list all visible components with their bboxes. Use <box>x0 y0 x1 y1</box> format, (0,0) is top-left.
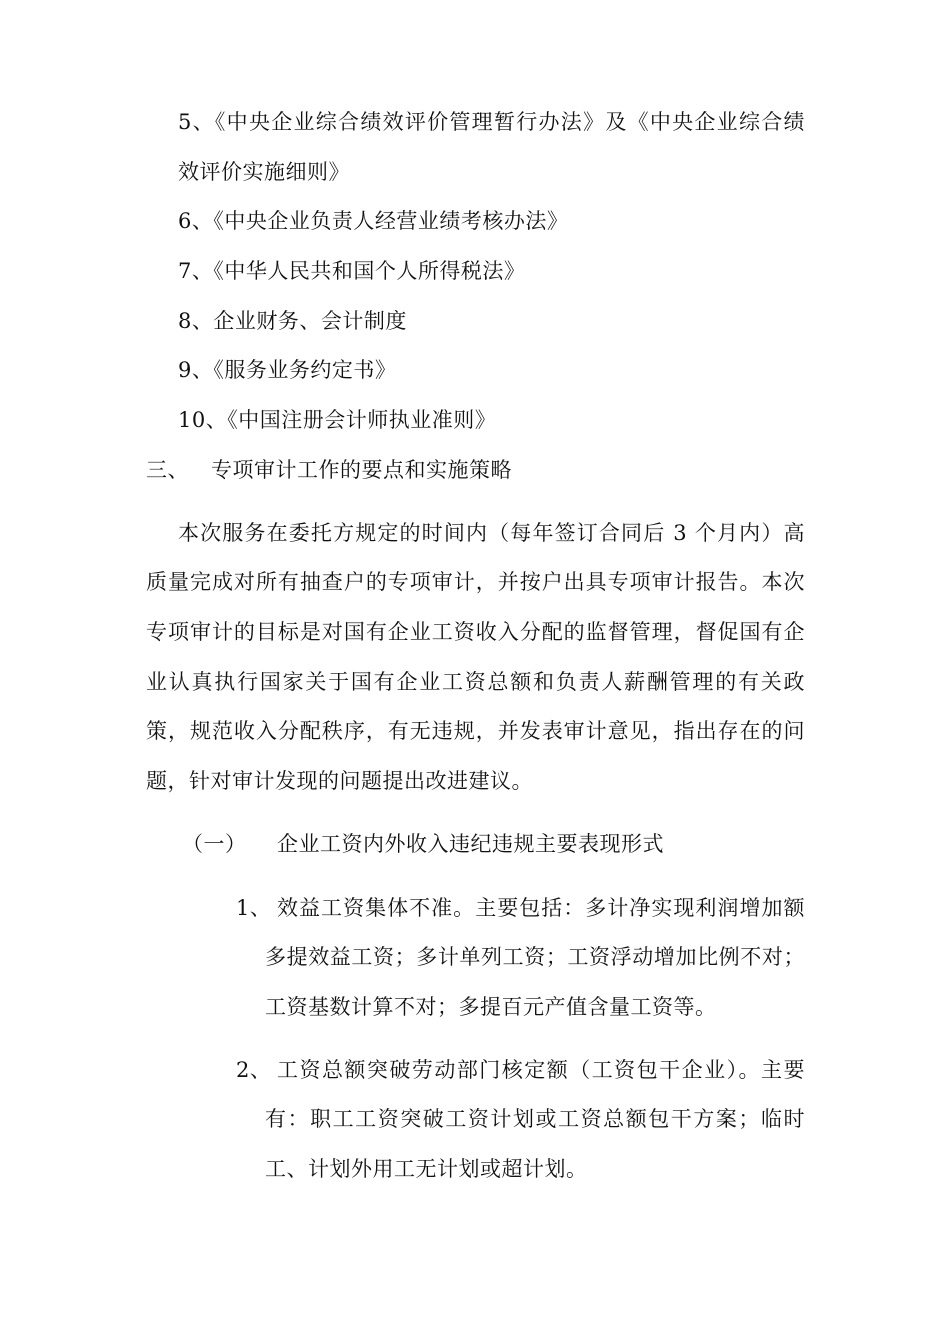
reference-item-9: 9、《服务业务约定书》 <box>178 358 397 382</box>
item-2-line2: 有：职工工资突破工资计划或工资总额包干方案；临时 <box>265 1107 805 1131</box>
item-1-marker: 1、 <box>236 896 272 920</box>
item-1-line3: 工资基数计算不对；多提百元产值含量工资等。 <box>265 995 717 1019</box>
subsection-1-title: 企业工资内外收入违纪违规主要表现形式 <box>277 832 664 856</box>
item-2-line1: 工资总额突破劳动部门核定额（工资包干企业）。主要 <box>277 1058 805 1082</box>
paragraph-line: 本次服务在委托方规定的时间内（每年签订合同后 3 个月内）高 <box>178 521 805 545</box>
section-3-title: 专项审计工作的要点和实施策略 <box>211 458 512 482</box>
item-1-line2: 多提效益工资；多计单列工资；工资浮动增加比例不对； <box>265 945 805 969</box>
item-2-marker: 2、 <box>236 1058 272 1082</box>
paragraph-line: 策，规范收入分配秩序，有无违规，并发表审计意见，指出存在的问 <box>146 719 805 743</box>
subsection-1-marker: （一） <box>182 832 247 856</box>
paragraph-line: 题，针对审计发现的问题提出改进建议。 <box>146 769 533 793</box>
paragraph-line: 业认真执行国家关于国有企业工资总额和负责人薪酬管理的有关政 <box>146 670 805 694</box>
section-3-marker: 三、 <box>146 458 189 482</box>
reference-item-5-line1: 5、《中央企业综合绩效评价管理暂行办法》及《中央企业综合绩 <box>178 110 805 134</box>
reference-item-6: 6、《中央企业负责人经营业绩考核办法》 <box>178 209 569 233</box>
reference-item-10: 10、《中国注册会计师执业准则》 <box>178 408 497 432</box>
reference-item-5-line2: 效评价实施细则》 <box>178 160 350 184</box>
paragraph-line: 质量完成对所有抽查户的专项审计，并按户出具专项审计报告。本次 <box>146 570 805 594</box>
item-2-line3: 工、计划外用工无计划或超计划。 <box>265 1157 588 1181</box>
item-1-line1: 效益工资集体不准。主要包括：多计净实现利润增加额 <box>277 896 805 920</box>
reference-item-8: 8、企业财务、会计制度 <box>178 309 407 333</box>
paragraph-line: 专项审计的目标是对国有企业工资收入分配的监督管理，督促国有企 <box>146 620 805 644</box>
reference-item-7: 7、《中华人民共和国个人所得税法》 <box>178 259 526 283</box>
